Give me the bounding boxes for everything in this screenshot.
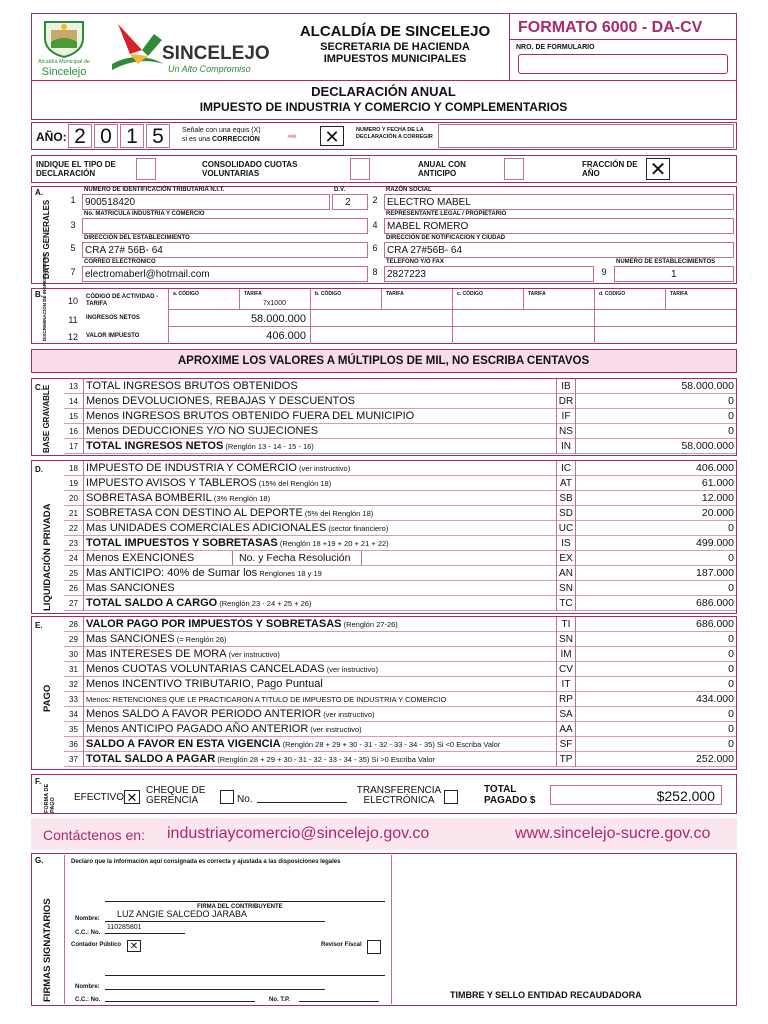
contact-bar xyxy=(31,818,737,850)
line-code: SD xyxy=(556,506,576,521)
line-value[interactable]: 58.000.000 xyxy=(681,380,734,392)
tipo-fraccion: FRACCIÓN DE AÑO xyxy=(582,160,638,178)
rep-field[interactable]: MABEL ROMERO xyxy=(384,218,734,234)
section-a xyxy=(31,186,737,284)
dv-label: D.V. xyxy=(334,187,346,193)
line-description: Menos INCENTIVO TRIBUTARIO, Pago Puntual xyxy=(86,678,323,690)
line-number: 22 xyxy=(64,521,84,536)
field-num-5: 5 xyxy=(70,243,76,253)
line-description: Mas ANTICIPO: 40% de Sumar los Renglones 18 y 19 xyxy=(86,567,322,579)
section-g-letter: G. xyxy=(35,856,44,865)
b-col-label: a. CÓDIGO xyxy=(173,291,199,297)
line-description: TOTAL SALDO A PAGAR (Renglón 28 + 29 + 30 - 31 - 32 - 33 - 34 - 35) Si >0 Escriba Valor xyxy=(86,753,435,765)
line-code: SB xyxy=(556,491,576,506)
line-value[interactable]: 0 xyxy=(728,522,734,534)
b-num-12: 12 xyxy=(67,332,78,342)
line-row-14 xyxy=(64,394,736,409)
revisor-checkbox[interactable] xyxy=(367,940,381,954)
line-number: 33 xyxy=(64,692,84,707)
declaro-text: Declaro que la información aquí consignada es correcta y ajustada a las disposiciones legales xyxy=(71,859,341,865)
line-code: SF xyxy=(556,737,576,752)
header-subtitle2: IMPUESTOS MUNICIPALES xyxy=(323,53,467,65)
year-label: AÑO: xyxy=(36,130,67,144)
b-num-11: 11 xyxy=(68,315,78,325)
header-subtitle1: SECRETARIA DE HACIENDA xyxy=(320,41,470,53)
b-col-label: TARIFA xyxy=(670,291,688,297)
line-description: IMPUESTO DE INDUSTRIA Y COMERCIO (ver instructivo) xyxy=(86,462,351,474)
line-code: IM xyxy=(556,647,576,662)
year-digit[interactable]: 2 xyxy=(68,124,92,148)
total-pagado-value: $252.000 xyxy=(656,788,715,804)
nombre-line[interactable] xyxy=(105,921,325,922)
b-col-label: c. CÓDIGO xyxy=(457,291,483,297)
line-value[interactable]: 12.000 xyxy=(701,492,734,504)
line-number: 30 xyxy=(64,647,84,662)
total-pagado-label: TOTAL PAGADO $ xyxy=(484,784,536,806)
line-description: TOTAL INGRESOS BRUTOS OBTENIDOS xyxy=(86,380,298,392)
line-row-26 xyxy=(64,581,736,596)
field-num-6: 6 xyxy=(372,243,378,253)
impuesto-label: VALOR IMPUESTO xyxy=(86,333,140,339)
line-code: IF xyxy=(556,409,576,424)
line-number: 19 xyxy=(64,476,84,491)
line-code: CV xyxy=(556,662,576,677)
line-value[interactable]: 0 xyxy=(728,395,734,407)
line-number: 17 xyxy=(64,439,84,454)
line-description: Menos SALDO A FAVOR PERIODO ANTERIOR (ver instructivo) xyxy=(86,708,375,720)
line-row-30 xyxy=(64,647,736,662)
line-number: 16 xyxy=(64,424,84,439)
line-code: SA xyxy=(556,707,576,722)
line-number: 13 xyxy=(64,379,84,394)
line-row-35 xyxy=(64,722,736,737)
line-row-24 xyxy=(64,551,736,566)
line-number: 15 xyxy=(64,409,84,424)
declaration-title: DECLARACIÓN ANUAL xyxy=(311,84,456,99)
razon-label: RAZÓN SOCIAL xyxy=(386,187,432,193)
cheque-no-label: No. xyxy=(237,794,253,805)
line-number: 35 xyxy=(64,722,84,737)
line-description: Menos DEDUCCIONES Y/O NO SUJECIONES xyxy=(86,425,319,437)
dir-field[interactable]: CRA 27# 56B- 64 xyxy=(82,242,368,258)
line-number: 14 xyxy=(64,394,84,409)
nro-formulario-field[interactable] xyxy=(518,54,728,74)
line-code: AT xyxy=(556,476,576,491)
cc2-label: C.C.: No. xyxy=(75,997,101,1003)
line-row-37 xyxy=(64,752,736,767)
line-row-22 xyxy=(64,521,736,536)
field-num-4: 4 xyxy=(372,220,378,230)
municipal-shield-icon xyxy=(39,18,89,58)
firma-line[interactable] xyxy=(105,901,385,902)
tp-label: No. T.P. xyxy=(269,997,290,1003)
line-description: SOBRETASA CON DESTINO AL DEPORTE (5% del Renglón 18) xyxy=(86,507,374,519)
ingresos-label: INGRESOS NETOS xyxy=(86,315,140,321)
line-code: IS xyxy=(556,536,576,551)
codigo-label: CÓDIGO DE ACTIVIDAD - TARIFA xyxy=(86,294,159,307)
b-col xyxy=(452,289,523,309)
line-row-28 xyxy=(64,617,736,632)
line-row-31 xyxy=(64,662,736,677)
b-col xyxy=(168,289,239,309)
line-value[interactable]: 0 xyxy=(728,678,734,690)
alcaldia-logo-top: Alcaldía Municipal de xyxy=(38,59,90,65)
line-number: 20 xyxy=(64,491,84,506)
line-code: SN xyxy=(556,632,576,647)
line-row-27 xyxy=(64,596,736,611)
line-row-33 xyxy=(64,692,736,707)
section-b-title: DISCRIMINACIÓN DE INGRESOS NETOS xyxy=(42,253,47,341)
header-title: ALCALDÍA DE SINCELEJO xyxy=(299,23,491,40)
cc-line[interactable] xyxy=(105,933,185,934)
line-description: TOTAL SALDO A CARGO (Renglón 23 - 24 + 25 + 26) xyxy=(86,597,312,609)
estab-label: NUMERO DE ESTABLECIMIENTOS xyxy=(616,259,716,265)
resolucion-label: No. y Fecha Resolución xyxy=(239,552,351,564)
section-c-letter: C. xyxy=(35,383,43,392)
contact-email[interactable]: industriaycomercio@sincelejo.gov.co xyxy=(167,825,430,842)
line-row-18 xyxy=(64,461,736,476)
line-code: TI xyxy=(556,617,576,632)
contact-web[interactable]: www.sincelejo-sucre.gov.co xyxy=(515,825,711,842)
dv-field[interactable]: 2 xyxy=(332,194,368,210)
line-row-20 xyxy=(64,491,736,506)
banner-box xyxy=(31,349,737,373)
brand-name: SINCELEJO xyxy=(162,43,270,64)
cc2-line[interactable] xyxy=(105,1001,255,1002)
line-value[interactable]: 686.000 xyxy=(696,597,734,609)
line-code: NS xyxy=(556,424,576,439)
line-code: IC xyxy=(556,461,576,476)
tel-label: TELEFONO Y/O FAX xyxy=(386,259,444,265)
declaration-box xyxy=(31,80,737,120)
year-digit[interactable]: 1 xyxy=(120,124,144,148)
b-col-label: TARIFA xyxy=(528,291,546,297)
line-description: VALOR PAGO POR IMPUESTOS Y SOBRETASAS (Renglón 27-26) xyxy=(86,618,398,630)
line-description: TOTAL IMPUESTOS Y SOBRETASAS (Renglón 18 +19 + 20 + 21 + 22) xyxy=(86,537,389,549)
sincelejo-brand xyxy=(108,20,278,78)
line-value[interactable]: 499.000 xyxy=(696,537,734,549)
line-value[interactable]: 58.000.000 xyxy=(681,440,734,452)
b-col xyxy=(310,289,381,309)
line-number: 29 xyxy=(64,632,84,647)
line-value[interactable]: 406.000 xyxy=(696,462,734,474)
field-num-7: 7 xyxy=(70,267,76,277)
alcaldia-logo xyxy=(36,18,92,78)
tel-field[interactable]: 2827223 xyxy=(384,266,594,282)
correction-text1: Señale con una equis (X) xyxy=(182,127,261,134)
line-description: Menos: RETENCIONES QUE LE PRACTICARON A TITULO DE IMPUESTO DE INDUSTRIA Y COMERCIO xyxy=(86,695,447,704)
section-g-title: FIRMAS SIGNATARIOS xyxy=(42,898,53,1002)
correo-label: CORREO ELECTRONICO xyxy=(84,259,156,265)
formato-title: FORMATO 6000 - DA-CV xyxy=(518,19,703,36)
section-c xyxy=(31,378,737,456)
line-value[interactable]: 187.000 xyxy=(696,567,734,579)
contact-label: Contáctenos en: xyxy=(43,827,145,843)
section-e xyxy=(31,616,737,770)
tipo-consolidado: CONSOLIDADO CUOTAS VOLUNTARIAS xyxy=(202,160,298,178)
correction-checkbox[interactable]: ✕ xyxy=(320,126,344,146)
line-description: TOTAL INGRESOS NETOS (Renglón 13 - 14 - 15 - 16) xyxy=(86,440,314,452)
line-value[interactable]: 61.000 xyxy=(701,477,734,489)
line-value[interactable]: 0 xyxy=(728,708,734,720)
total-pagado-field[interactable] xyxy=(550,785,722,805)
line-number: 32 xyxy=(64,677,84,692)
section-c-title: BASE GRAVABLE xyxy=(42,384,51,453)
tipo-label: INDIQUE EL TIPO DE DECLARACIÓN xyxy=(36,160,116,178)
cc-value: 110285801 xyxy=(107,924,142,931)
line-code: UC xyxy=(556,521,576,536)
matricula-field[interactable] xyxy=(82,218,368,234)
line-description: Mas UNIDADES COMERCIALES ADICIONALES (sector financiero) xyxy=(86,522,389,534)
line-number: 36 xyxy=(64,737,84,752)
numero-fecha-field[interactable] xyxy=(438,124,734,148)
arrow-icon: ➡ xyxy=(287,129,298,143)
line-description: SALDO A FAVOR EN ESTA VIGENCIA (Renglón 28 + 29 + 30 - 31 - 32 - 33 - 34 - 35) Si <0 Escriba Valor xyxy=(86,738,501,750)
notif-field[interactable]: CRA 27#56B- 64 xyxy=(384,242,734,258)
declaration-subtitle: IMPUESTO DE INDUSTRIA Y COMERCIO Y COMPLEMENTARIOS xyxy=(199,100,568,114)
tipo-anual: ANUAL CON ANTICIPO xyxy=(418,160,466,178)
line-value[interactable]: 0 xyxy=(728,723,734,735)
b-col xyxy=(381,289,452,309)
line-code: TP xyxy=(556,752,576,767)
line-number: 23 xyxy=(64,536,84,551)
b-col-label: d. CODIGO xyxy=(599,291,626,297)
line-row-15 xyxy=(64,409,736,424)
line-row-21 xyxy=(64,506,736,521)
field-num-2: 2 xyxy=(372,195,378,205)
line-value[interactable]: 0 xyxy=(728,582,734,594)
line-row-29 xyxy=(64,632,736,647)
ingresos-a: 58.000.000 xyxy=(250,313,306,325)
line-number: 34 xyxy=(64,707,84,722)
line-row-17 xyxy=(64,439,736,454)
year-digit[interactable]: 5 xyxy=(146,124,170,148)
cheque-checkbox[interactable] xyxy=(220,790,234,804)
b-col xyxy=(523,289,594,309)
section-f-title: FORMA DE PAGO xyxy=(44,783,56,813)
header-box xyxy=(31,13,737,81)
contador-checkbox[interactable]: ✕ xyxy=(127,940,141,952)
line-value[interactable]: 0 xyxy=(728,425,734,437)
section-f xyxy=(31,774,737,814)
brand-slogan: Un Alto Compromiso xyxy=(168,64,251,74)
cheque-label: CHEQUE DE GERENCIA xyxy=(146,785,206,806)
line-number: 27 xyxy=(64,596,84,611)
section-d-letter: D. xyxy=(35,465,43,474)
brand-swoosh-icon xyxy=(108,20,168,76)
cc-label: C.C.: No. xyxy=(75,930,101,936)
efectivo-checkbox[interactable]: ✕ xyxy=(124,790,140,804)
line-number: 37 xyxy=(64,752,84,767)
line-row-34 xyxy=(64,707,736,722)
notif-label: DIRECCIÓN DE NOTIFICACION Y CIUDAD xyxy=(386,235,506,241)
line-code: IT xyxy=(556,677,576,692)
nit-label: NUMERO DE IDENTIFICACIÓN TRIBUTARIA N.I.T. xyxy=(84,187,225,193)
line-row-36 xyxy=(64,737,736,752)
line-description: Mas SANCIONES (= Renglón 26) xyxy=(86,633,227,645)
tipo-box xyxy=(31,155,737,183)
correction-text2: si es una CORRECCIÓN xyxy=(182,136,260,143)
nombre2-line[interactable] xyxy=(105,989,325,990)
contador-label: Contador Público xyxy=(71,942,121,948)
line-code: AA xyxy=(556,722,576,737)
numero-fecha-label: NUMERO Y FECHA DE LA DECLARACIÓN A CORREGIR xyxy=(356,127,433,140)
field-num-1: 1 xyxy=(70,195,76,205)
nombre2-label: Nombre: xyxy=(75,984,100,990)
b-num-10: 10 xyxy=(67,296,78,306)
fraccion-checkbox[interactable]: ✕ xyxy=(646,158,670,180)
section-e-letter: E. xyxy=(35,621,43,630)
line-value[interactable]: 252.000 xyxy=(696,753,734,765)
b-col xyxy=(594,289,665,309)
section-d xyxy=(31,460,737,614)
impuesto-a: 406.000 xyxy=(266,330,306,342)
section-d-title: LIQUIDACIÓN PRIVADA xyxy=(42,503,53,611)
line-code: IN xyxy=(556,439,576,454)
line-row-23 xyxy=(64,536,736,551)
field-num-9: 9 xyxy=(601,267,607,277)
line-number: 18 xyxy=(64,461,84,476)
nombre-value: LUZ ANGIE SALCEDO JARABA xyxy=(117,909,248,919)
line-row-19 xyxy=(64,476,736,491)
alcaldia-logo-city: Sincelejo xyxy=(41,66,87,78)
tipo-check-3[interactable] xyxy=(504,158,524,180)
year-box xyxy=(31,122,737,150)
transferencia-label: TRANSFERENCIA ELECTRÓNICA xyxy=(356,785,442,806)
dir-label: DIRECCIÓN DEL ESTABLECIMIENTO xyxy=(84,235,190,241)
b-col-label: TARIFA xyxy=(244,291,262,297)
estab-field[interactable]: 1 xyxy=(614,266,734,282)
section-a-letter: A. xyxy=(35,188,43,197)
nombre-label: Nombre: xyxy=(75,916,100,922)
line-number: 24 xyxy=(64,551,84,566)
line-code: DR xyxy=(556,394,576,409)
tp-line[interactable] xyxy=(299,1001,379,1002)
revisor-label: Revisor Fiscal xyxy=(321,942,362,948)
line-description: IMPUESTO AVISOS Y TABLEROS (15% del Renglón 18) xyxy=(86,477,332,489)
line-number: 21 xyxy=(64,506,84,521)
line-description: Menos ANTICIPO PAGADO AÑO ANTERIOR (ver instructivo) xyxy=(86,723,362,735)
line-value[interactable]: 0 xyxy=(728,552,734,564)
firma-label: FIRMA DEL CONTRIBUYENTE xyxy=(197,904,283,910)
b-amount-col[interactable] xyxy=(594,309,736,344)
tipo-check-1[interactable] xyxy=(136,158,156,180)
formato-box xyxy=(509,13,737,81)
line-code: EX xyxy=(556,551,576,566)
correo-field[interactable]: electromaberl@hotmail.com xyxy=(82,266,368,282)
field-num-8: 8 xyxy=(372,267,378,277)
ingresos-grid xyxy=(168,289,738,344)
line-description: Menos INGRESOS BRUTOS OBTENIDO FUERA DEL MUNICIPIO xyxy=(86,410,415,422)
nro-formulario-label: NRO. DE FORMULARIO xyxy=(516,44,595,51)
line-value[interactable]: 0 xyxy=(728,738,734,750)
tarifa-a: 7x1000 xyxy=(263,300,286,307)
banner-text: APROXIME LOS VALORES A MÚLTIPLOS DE MIL, NO ESCRIBA CENTAVOS xyxy=(177,355,590,367)
firma2-line[interactable] xyxy=(105,975,385,976)
line-row-16 xyxy=(64,424,736,439)
timbre-label: TIMBRE Y SELLO ENTIDAD RECAUDADORA xyxy=(450,990,642,1000)
line-code: AN xyxy=(556,566,576,581)
line-number: 31 xyxy=(64,662,84,677)
line-value[interactable]: 20.000 xyxy=(701,507,734,519)
section-a-title: DATOS GENERALES xyxy=(42,199,51,279)
b-amount-col[interactable] xyxy=(310,309,452,344)
signature-panel xyxy=(64,855,392,1004)
section-f-letter: F. xyxy=(35,777,42,786)
line-value[interactable]: 0 xyxy=(728,410,734,422)
razon-field[interactable]: ELECTRO MABEL xyxy=(384,194,734,210)
line-description: Menos DEVOLUCIONES, REBAJAS Y DESCUENTOS xyxy=(86,395,355,407)
tipo-check-2[interactable] xyxy=(350,158,370,180)
line-row-32 xyxy=(64,677,736,692)
rep-label: REPRESENTANTE LEGAL / PROPIETARIO xyxy=(386,211,507,217)
line-value[interactable]: 0 xyxy=(728,648,734,660)
section-g xyxy=(31,853,737,1006)
matricula-label: No. MATRICULA INDUSTRIA Y COMERCIO xyxy=(84,211,205,217)
b-col-label: b. CÓDIGO xyxy=(315,291,342,297)
line-description: SOBRETASA BOMBERIL (3% Renglón 18) xyxy=(86,492,271,504)
line-code: IB xyxy=(556,379,576,394)
nit-field[interactable]: 900518420 xyxy=(82,194,330,210)
year-digit[interactable]: 0 xyxy=(94,124,118,148)
b-amount-col[interactable] xyxy=(452,309,594,344)
transferencia-checkbox[interactable] xyxy=(444,790,458,804)
line-code: TC xyxy=(556,596,576,611)
line-description: Mas INTERESES DE MORA (ver instructivo) xyxy=(86,648,280,660)
line-value[interactable]: 434.000 xyxy=(696,693,734,705)
line-description: Menos EXENCIONES xyxy=(86,552,195,564)
line-code: RP xyxy=(556,692,576,707)
b-col xyxy=(665,289,736,309)
cheque-no-line[interactable] xyxy=(257,802,347,803)
line-description: Mas SANCIONES xyxy=(86,582,175,594)
line-value[interactable]: 0 xyxy=(728,633,734,645)
efectivo-label: EFECTIVO xyxy=(74,792,125,803)
b-col-label: TARIFA xyxy=(386,291,404,297)
line-value[interactable]: 686.000 xyxy=(696,618,734,630)
line-number: 25 xyxy=(64,566,84,581)
section-e-title: PAGO xyxy=(42,684,53,712)
line-row-25 xyxy=(64,566,736,581)
line-value[interactable]: 0 xyxy=(728,663,734,675)
section-b-letter: B. xyxy=(35,290,43,299)
line-row-13 xyxy=(64,379,736,394)
line-number: 26 xyxy=(64,581,84,596)
field-num-3: 3 xyxy=(70,220,76,230)
line-number: 28 xyxy=(64,617,84,632)
line-description: Menos CUOTAS VOLUNTARIAS CANCELADAS (ver instructivo) xyxy=(86,663,378,675)
line-code: SN xyxy=(556,581,576,596)
